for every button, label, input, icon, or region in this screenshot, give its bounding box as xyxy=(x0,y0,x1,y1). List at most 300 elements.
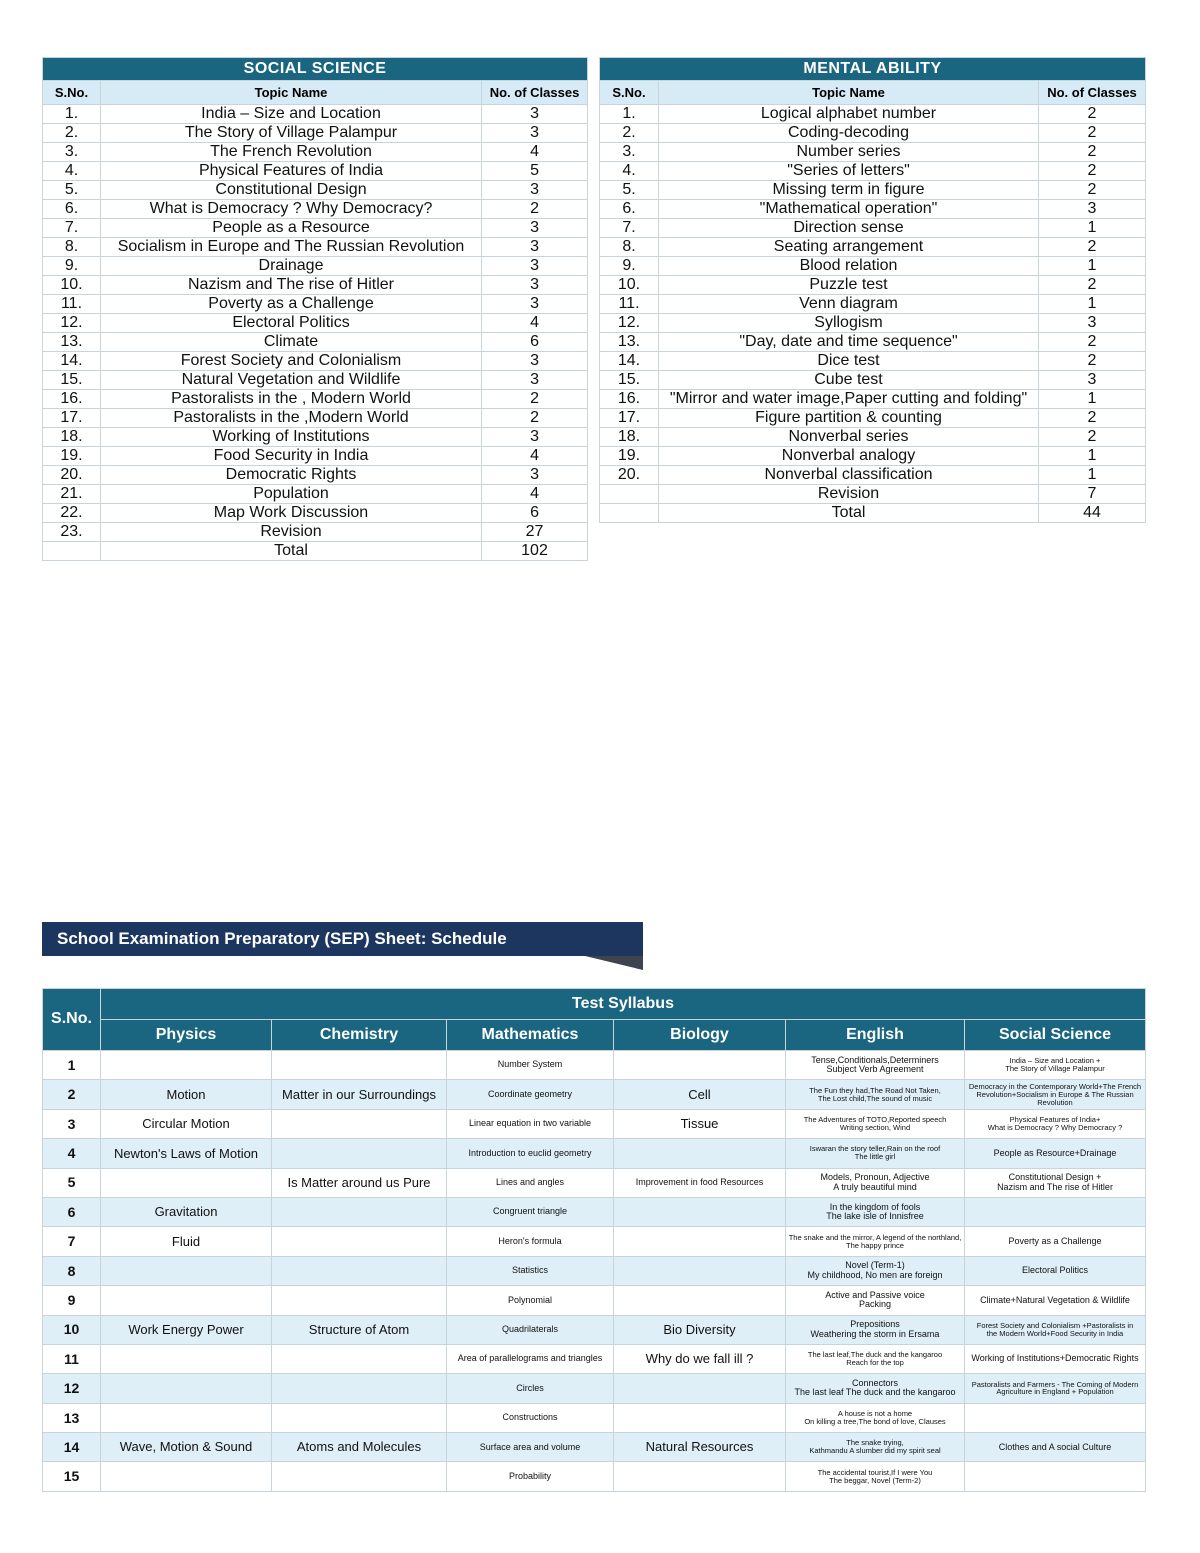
table-row xyxy=(600,276,1146,295)
row-topic: Physical Features of India xyxy=(101,162,482,181)
row-topic: Total xyxy=(659,504,1039,523)
sep-social-science: Democracy in the Contemporary World+The French Revolution+Socialism in Europe & The Russian Revolution xyxy=(965,1080,1146,1109)
sep-biology xyxy=(614,1139,786,1168)
row-classes: 3 xyxy=(482,352,588,371)
sep-mathematics: Surface area and volume xyxy=(447,1433,614,1462)
sep-biology xyxy=(614,1462,786,1491)
sep-mathematics: Constructions xyxy=(447,1403,614,1432)
sep-sno: 10 xyxy=(43,1315,101,1344)
row-classes: 2 xyxy=(1039,276,1146,295)
row-topic: Coding-decoding xyxy=(659,124,1039,143)
row-classes: 1 xyxy=(1039,466,1146,485)
table-row xyxy=(600,447,1146,466)
row-classes: 6 xyxy=(482,333,588,352)
table-row xyxy=(43,1168,1146,1197)
row-sno: 2. xyxy=(600,124,659,143)
sep-mathematics: Circles xyxy=(447,1374,614,1403)
sep-social-science xyxy=(965,1462,1146,1491)
header-classes: No. of Classes xyxy=(482,81,588,105)
row-sno: 9. xyxy=(43,257,101,276)
sep-social-science: Climate+Natural Vegetation & Wildlife xyxy=(965,1286,1146,1315)
sep-sno: 2 xyxy=(43,1080,101,1109)
row-topic: Revision xyxy=(101,523,482,542)
row-classes: 3 xyxy=(482,257,588,276)
sep-sno: 9 xyxy=(43,1286,101,1315)
row-classes: 3 xyxy=(482,219,588,238)
row-classes: 2 xyxy=(1039,352,1146,371)
header-sno: S.No. xyxy=(43,81,101,105)
row-topic: Number series xyxy=(659,143,1039,162)
row-classes: 2 xyxy=(1039,409,1146,428)
sep-social-science xyxy=(965,1403,1146,1432)
row-sno: 3. xyxy=(600,143,659,162)
row-sno: 16. xyxy=(43,390,101,409)
row-topic: Figure partition & counting xyxy=(659,409,1039,428)
table-row xyxy=(43,1256,1146,1285)
row-topic: Total xyxy=(101,542,482,561)
row-sno: 8. xyxy=(43,238,101,257)
sep-biology: Bio Diversity xyxy=(614,1315,786,1344)
sep-mathematics: Introduction to euclid geometry xyxy=(447,1139,614,1168)
row-classes: 5 xyxy=(482,162,588,181)
row-topic: Electoral Politics xyxy=(101,314,482,333)
row-classes: 2 xyxy=(1039,181,1146,200)
sep-physics: Wave, Motion & Sound xyxy=(101,1433,272,1462)
sep-english: Connectors The last leaf The duck and the kangaroo xyxy=(786,1374,965,1403)
table-row xyxy=(43,390,588,409)
row-topic: Nazism and The rise of Hitler xyxy=(101,276,482,295)
row-classes: 7 xyxy=(1039,485,1146,504)
sep-english: A house is not a home On killing a tree,The bond of love, Clauses xyxy=(786,1403,965,1432)
row-topic: Climate xyxy=(101,333,482,352)
sep-chemistry xyxy=(272,1109,447,1138)
sep-mathematics: Coordinate geometry xyxy=(447,1080,614,1109)
row-topic: "Day, date and time sequence" xyxy=(659,333,1039,352)
sep-schedule-table xyxy=(42,988,1146,1492)
row-topic: Nonverbal classification xyxy=(659,466,1039,485)
row-sno: 15. xyxy=(600,371,659,390)
row-classes: 3 xyxy=(1039,314,1146,333)
row-classes: 3 xyxy=(482,276,588,295)
sep-chemistry xyxy=(272,1403,447,1432)
table-row xyxy=(43,257,588,276)
table-row xyxy=(600,124,1146,143)
table-row xyxy=(43,1433,1146,1462)
row-sno: 14. xyxy=(43,352,101,371)
row-classes: 1 xyxy=(1039,295,1146,314)
table-row xyxy=(43,181,588,200)
sep-chemistry: Atoms and Molecules xyxy=(272,1433,447,1462)
row-sno: 21. xyxy=(43,485,101,504)
sep-physics: Fluid xyxy=(101,1227,272,1256)
sep-header-sno: S.No. xyxy=(43,989,101,1051)
table-title-row xyxy=(600,58,1146,81)
sep-sno: 5 xyxy=(43,1168,101,1197)
row-classes: 3 xyxy=(482,181,588,200)
row-classes: 3 xyxy=(1039,371,1146,390)
sep-biology: Tissue xyxy=(614,1109,786,1138)
sep-sno: 4 xyxy=(43,1139,101,1168)
table-row xyxy=(43,1080,1146,1109)
table-header-row xyxy=(600,81,1146,105)
sep-chemistry: Structure of Atom xyxy=(272,1315,447,1344)
table-row xyxy=(600,200,1146,219)
row-sno: 12. xyxy=(600,314,659,333)
sep-chemistry xyxy=(272,1227,447,1256)
table-row xyxy=(43,447,588,466)
mental-ability-table-body xyxy=(600,58,1146,523)
header-topic: Topic Name xyxy=(659,81,1039,105)
row-sno: 20. xyxy=(600,466,659,485)
sep-physics: Newton's Laws of Motion xyxy=(101,1139,272,1168)
sep-english: The last leaf,The duck and the kangaroo Reach for the top xyxy=(786,1344,965,1373)
sep-english: Active and Passive voice Packing xyxy=(786,1286,965,1315)
sep-sno: 1 xyxy=(43,1051,101,1080)
sep-social-science: Poverty as a Challenge xyxy=(965,1227,1146,1256)
row-topic: Direction sense xyxy=(659,219,1039,238)
sep-chemistry: Is Matter around us Pure xyxy=(272,1168,447,1197)
table-row xyxy=(43,1286,1146,1315)
row-topic: Revision xyxy=(659,485,1039,504)
row-sno: 18. xyxy=(600,428,659,447)
table-row xyxy=(43,1344,1146,1373)
row-sno: 19. xyxy=(43,447,101,466)
sep-english: The Adventures of TOTO,Reported speech Writing section, Wind xyxy=(786,1109,965,1138)
sep-social-science: Physical Features of India+ What is Democracy ? Why Democracy ? xyxy=(965,1109,1146,1138)
sep-physics xyxy=(101,1256,272,1285)
sep-chemistry xyxy=(272,1374,447,1403)
table-row xyxy=(600,409,1146,428)
row-topic: Pastoralists in the , Modern World xyxy=(101,390,482,409)
sep-english: Models, Pronoun, Adjective A truly beautiful mind xyxy=(786,1168,965,1197)
table-row xyxy=(600,105,1146,124)
table-row xyxy=(600,504,1146,523)
sep-social-science xyxy=(965,1197,1146,1226)
social-science-table-body xyxy=(43,58,588,561)
row-sno: 17. xyxy=(43,409,101,428)
row-topic: Pastoralists in the ,Modern World xyxy=(101,409,482,428)
row-classes: 2 xyxy=(1039,333,1146,352)
table-row xyxy=(600,428,1146,447)
table-row xyxy=(43,295,588,314)
sep-biology: Cell xyxy=(614,1080,786,1109)
row-classes: 27 xyxy=(482,523,588,542)
sep-sno: 14 xyxy=(43,1433,101,1462)
table-row xyxy=(600,295,1146,314)
table-row xyxy=(43,124,588,143)
row-topic: People as a Resource xyxy=(101,219,482,238)
table-row xyxy=(600,371,1146,390)
sep-header-physics: Physics xyxy=(101,1020,272,1051)
sep-mathematics: Number System xyxy=(447,1051,614,1080)
sep-physics xyxy=(101,1286,272,1315)
sep-biology xyxy=(614,1256,786,1285)
sep-chemistry xyxy=(272,1344,447,1373)
sep-chemistry xyxy=(272,1462,447,1491)
row-classes: 44 xyxy=(1039,504,1146,523)
table-title-row xyxy=(43,58,588,81)
sep-mathematics: Heron's formula xyxy=(447,1227,614,1256)
table-row xyxy=(43,1403,1146,1432)
row-topic: The Story of Village Palampur xyxy=(101,124,482,143)
row-sno xyxy=(600,485,659,504)
row-topic: India – Size and Location xyxy=(101,105,482,124)
social-science-table xyxy=(42,57,588,561)
row-classes: 6 xyxy=(482,504,588,523)
row-classes: 4 xyxy=(482,485,588,504)
sep-physics: Circular Motion xyxy=(101,1109,272,1138)
mental-ability-title: MENTAL ABILITY xyxy=(600,58,1146,81)
row-classes: 1 xyxy=(1039,447,1146,466)
row-classes: 3 xyxy=(482,428,588,447)
row-classes: 2 xyxy=(482,390,588,409)
row-sno: 4. xyxy=(43,162,101,181)
row-sno: 6. xyxy=(43,200,101,219)
row-sno: 7. xyxy=(43,219,101,238)
row-classes: 1 xyxy=(1039,257,1146,276)
sep-biology: Improvement in food Resources xyxy=(614,1168,786,1197)
row-sno: 14. xyxy=(600,352,659,371)
row-topic: Syllogism xyxy=(659,314,1039,333)
table-row xyxy=(600,333,1146,352)
header-topic: Topic Name xyxy=(101,81,482,105)
row-sno: 6. xyxy=(600,200,659,219)
table-row xyxy=(43,1227,1146,1256)
sep-header-row-1 xyxy=(43,989,1146,1020)
sep-english: Tense,Conditionals,Determiners Subject Verb Agreement xyxy=(786,1051,965,1080)
sep-mathematics: Probability xyxy=(447,1462,614,1491)
row-topic: Blood relation xyxy=(659,257,1039,276)
sep-english: Iswaran the story teller,Rain on the roof The little girl xyxy=(786,1139,965,1168)
sep-chemistry xyxy=(272,1256,447,1285)
sep-social-science: People as Resource+Drainage xyxy=(965,1139,1146,1168)
row-topic: Venn diagram xyxy=(659,295,1039,314)
table-row xyxy=(43,371,588,390)
row-topic: Map Work Discussion xyxy=(101,504,482,523)
sep-social-science: Working of Institutions+Democratic Rights xyxy=(965,1344,1146,1373)
table-row xyxy=(43,523,588,542)
row-classes: 3 xyxy=(482,466,588,485)
row-classes: 3 xyxy=(482,371,588,390)
social-science-title: SOCIAL SCIENCE xyxy=(43,58,588,81)
sep-mathematics: Statistics xyxy=(447,1256,614,1285)
table-row xyxy=(43,504,588,523)
sep-social-science: Forest Society and Colonialism +Pastoralists in the Modern World+Food Security in India xyxy=(965,1315,1146,1344)
row-sno: 18. xyxy=(43,428,101,447)
row-sno: 9. xyxy=(600,257,659,276)
sep-physics xyxy=(101,1374,272,1403)
sep-sno: 11 xyxy=(43,1344,101,1373)
row-sno: 2. xyxy=(43,124,101,143)
row-topic: "Mirror and water image,Paper cutting and folding" xyxy=(659,390,1039,409)
table-row xyxy=(43,466,588,485)
table-row xyxy=(43,200,588,219)
row-topic: Missing term in figure xyxy=(659,181,1039,200)
table-row xyxy=(600,181,1146,200)
sep-header-english: English xyxy=(786,1020,965,1051)
sep-english: Novel (Term-1) My childhood, No men are foreign xyxy=(786,1256,965,1285)
sep-biology xyxy=(614,1403,786,1432)
row-classes: 4 xyxy=(482,143,588,162)
row-sno: 12. xyxy=(43,314,101,333)
sep-sno: 13 xyxy=(43,1403,101,1432)
table-row xyxy=(43,105,588,124)
row-topic: Nonverbal analogy xyxy=(659,447,1039,466)
row-sno: 3. xyxy=(43,143,101,162)
table-row xyxy=(43,143,588,162)
sep-biology xyxy=(614,1286,786,1315)
sep-social-science: Electoral Politics xyxy=(965,1256,1146,1285)
row-topic: Constitutional Design xyxy=(101,181,482,200)
row-sno: 23. xyxy=(43,523,101,542)
row-topic: Cube test xyxy=(659,371,1039,390)
row-topic: Puzzle test xyxy=(659,276,1039,295)
sep-chemistry xyxy=(272,1051,447,1080)
table-row xyxy=(600,238,1146,257)
row-classes: 4 xyxy=(482,447,588,466)
sep-sno: 8 xyxy=(43,1256,101,1285)
sep-banner-title: School Examination Preparatory (SEP) Sheet: Schedule xyxy=(57,929,507,948)
table-row xyxy=(43,1197,1146,1226)
row-topic: Food Security in India xyxy=(101,447,482,466)
sep-header-mathematics: Mathematics xyxy=(447,1020,614,1051)
row-sno: 11. xyxy=(600,295,659,314)
sep-table-body xyxy=(43,989,1146,1492)
sep-physics: Work Energy Power xyxy=(101,1315,272,1344)
row-topic: "Series of letters" xyxy=(659,162,1039,181)
sep-physics: Gravitation xyxy=(101,1197,272,1226)
table-row xyxy=(43,219,588,238)
header-sno: S.No. xyxy=(600,81,659,105)
table-row xyxy=(600,390,1146,409)
sep-sno: 15 xyxy=(43,1462,101,1491)
row-classes: 4 xyxy=(482,314,588,333)
sep-biology xyxy=(614,1051,786,1080)
row-topic: Democratic Rights xyxy=(101,466,482,485)
row-sno: 11. xyxy=(43,295,101,314)
row-classes: 1 xyxy=(1039,219,1146,238)
row-sno: 1. xyxy=(600,105,659,124)
table-row xyxy=(600,257,1146,276)
sep-chemistry xyxy=(272,1197,447,1226)
table-row xyxy=(600,143,1146,162)
row-classes: 2 xyxy=(1039,124,1146,143)
row-sno: 22. xyxy=(43,504,101,523)
sep-mathematics: Linear equation in two variable xyxy=(447,1109,614,1138)
row-topic: Seating arrangement xyxy=(659,238,1039,257)
row-classes: 2 xyxy=(1039,105,1146,124)
row-classes: 2 xyxy=(1039,143,1146,162)
row-classes: 2 xyxy=(1039,162,1146,181)
row-sno: 4. xyxy=(600,162,659,181)
row-sno: 13. xyxy=(600,333,659,352)
table-row xyxy=(600,314,1146,333)
table-row xyxy=(600,485,1146,504)
row-topic: Natural Vegetation and Wildlife xyxy=(101,371,482,390)
table-row xyxy=(43,485,588,504)
sep-chemistry: Matter in our Surroundings xyxy=(272,1080,447,1109)
row-sno: 20. xyxy=(43,466,101,485)
sep-sno: 12 xyxy=(43,1374,101,1403)
table-row xyxy=(43,409,588,428)
row-topic: Logical alphabet number xyxy=(659,105,1039,124)
table-row xyxy=(600,466,1146,485)
sep-physics xyxy=(101,1051,272,1080)
mental-ability-table xyxy=(599,57,1146,523)
table-row xyxy=(43,542,588,561)
sep-header-biology: Biology xyxy=(614,1020,786,1051)
row-classes: 3 xyxy=(482,295,588,314)
row-topic: What is Democracy ? Why Democracy? xyxy=(101,200,482,219)
row-classes: 2 xyxy=(482,200,588,219)
row-topic: Dice test xyxy=(659,352,1039,371)
sep-social-science: Clothes and A social Culture xyxy=(965,1433,1146,1462)
row-sno: 13. xyxy=(43,333,101,352)
sep-physics xyxy=(101,1168,272,1197)
row-sno xyxy=(600,504,659,523)
row-topic: The French Revolution xyxy=(101,143,482,162)
table-row xyxy=(43,1109,1146,1138)
row-sno: 10. xyxy=(600,276,659,295)
sep-english: The snake trying, Kathmandu A slumber did my spirit seal xyxy=(786,1433,965,1462)
header-classes: No. of Classes xyxy=(1039,81,1146,105)
sep-english: The snake and the mirror, A legend of the northland, The happy prince xyxy=(786,1227,965,1256)
table-row xyxy=(43,314,588,333)
sep-mathematics: Area of parallelograms and triangles xyxy=(447,1344,614,1373)
row-sno xyxy=(43,542,101,561)
row-sno: 19. xyxy=(600,447,659,466)
sep-chemistry xyxy=(272,1139,447,1168)
row-classes: 2 xyxy=(1039,428,1146,447)
table-row xyxy=(43,238,588,257)
row-topic: Forest Society and Colonialism xyxy=(101,352,482,371)
sep-header-chemistry: Chemistry xyxy=(272,1020,447,1051)
sep-header-syllabus: Test Syllabus xyxy=(101,989,1146,1020)
table-row xyxy=(43,1462,1146,1491)
row-classes: 3 xyxy=(482,238,588,257)
row-classes: 2 xyxy=(482,409,588,428)
sep-banner xyxy=(42,922,643,956)
sep-physics: Motion xyxy=(101,1080,272,1109)
row-classes: 3 xyxy=(1039,200,1146,219)
sep-mathematics: Polynomial xyxy=(447,1286,614,1315)
sep-social-science: Constitutional Design + Nazism and The rise of Hitler xyxy=(965,1168,1146,1197)
sep-social-science: India – Size and Location + The Story of Village Palampur xyxy=(965,1051,1146,1080)
row-topic: Socialism in Europe and The Russian Revolution xyxy=(101,238,482,257)
sep-sno: 6 xyxy=(43,1197,101,1226)
table-row xyxy=(600,162,1146,181)
row-classes: 1 xyxy=(1039,390,1146,409)
table-row xyxy=(43,333,588,352)
row-topic: Poverty as a Challenge xyxy=(101,295,482,314)
sep-english: In the kingdom of fools The lake isle of Innisfree xyxy=(786,1197,965,1226)
sep-biology xyxy=(614,1374,786,1403)
table-row xyxy=(43,1315,1146,1344)
table-row xyxy=(43,276,588,295)
row-sno: 15. xyxy=(43,371,101,390)
row-sno: 5. xyxy=(43,181,101,200)
row-sno: 10. xyxy=(43,276,101,295)
row-topic: Population xyxy=(101,485,482,504)
table-header-row xyxy=(43,81,588,105)
row-topic: Working of Institutions xyxy=(101,428,482,447)
sep-mathematics: Congruent triangle xyxy=(447,1197,614,1226)
sep-biology xyxy=(614,1197,786,1226)
sep-english: Prepositions Weathering the storm in Ersama xyxy=(786,1315,965,1344)
sep-biology xyxy=(614,1227,786,1256)
table-row xyxy=(43,352,588,371)
sep-header-social-science: Social Science xyxy=(965,1020,1146,1051)
